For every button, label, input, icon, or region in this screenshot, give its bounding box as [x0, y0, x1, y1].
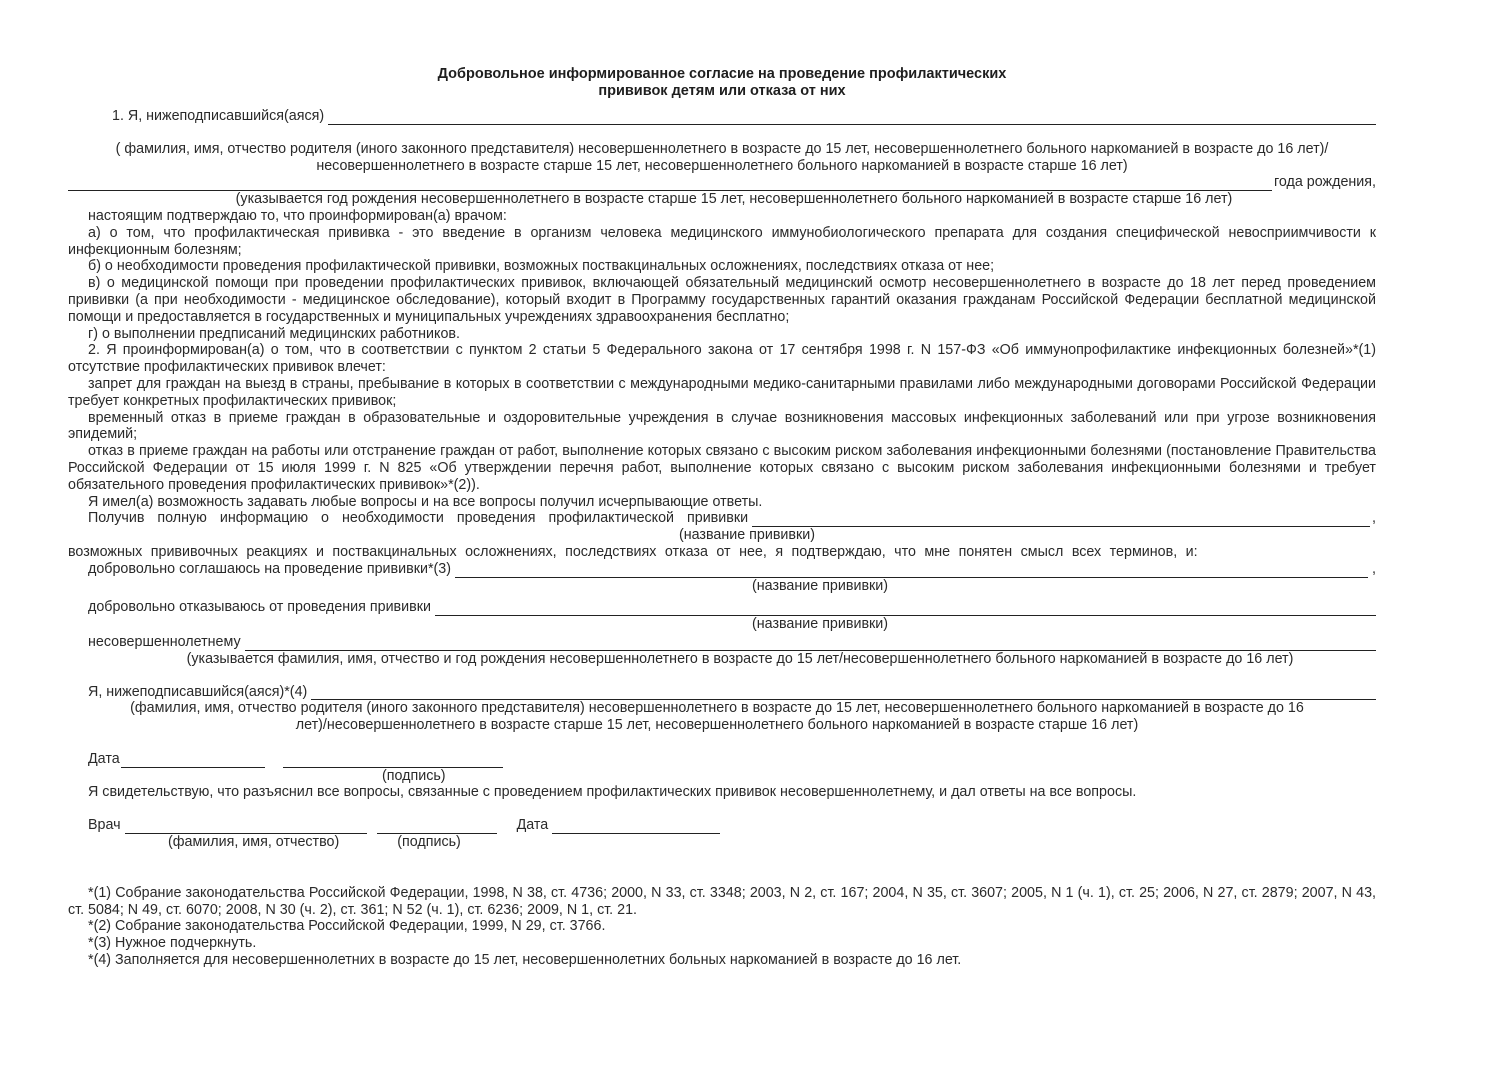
- document-title: [68, 66, 1376, 100]
- item-a: а) о том, что профилактическая прививка - это введение в организм человека медицинского иммунобиологического препарата для создания специфической невосприимчивости к инфекционным болезням;: [68, 224, 1376, 258]
- item-b: б) о необходимости проведения профилактической прививки, возможных поствакцинальных осложнениях, последствиях отказа от нее;: [88, 258, 995, 275]
- date-label: Дата: [88, 750, 120, 767]
- date-row: [68, 751, 1376, 768]
- item-v: в) о медицинской помощи при проведении профилактических прививок, включающей обязательный медицинский осмотр несовершеннолетнего в возрасте до 18 лет перед проведением прививки (а при необходимости - медицинское обследование), который входит в Программу государственных гарантий оказания гражданам Российской Федерации бесплатной медицинской помощи и предоставляется в государственных и муниципальных учреждениях здравоохранения бесплатно;: [68, 275, 1376, 325]
- doctor-signature-field[interactable]: [377, 820, 497, 834]
- agree-label: добровольно соглашаюсь на проведение прививки*(3): [88, 560, 451, 577]
- minor-row: [68, 634, 1376, 651]
- footnote-2: *(2) Собрание законодательства Российской Федерации, 1999, N 29, ст. 3766.: [88, 918, 606, 935]
- birth-year-field[interactable]: [68, 177, 1272, 191]
- vaccine-caption-3: (название прививки): [752, 616, 889, 633]
- signer-label: Я, нижеподписавшийся(аяся)*(4): [88, 683, 308, 700]
- fio-caption: (фамилия, имя, отчество): [168, 834, 340, 851]
- doctor-captions-row: [68, 834, 1376, 851]
- minor-name-field[interactable]: [245, 637, 1376, 651]
- doctor-label: Врач: [88, 817, 121, 834]
- witness-line: Я свидетельствую, что разъяснил все вопросы, связанные с проведением профилактических прививок несовершеннолетнему, и дал ответы на все вопросы.: [88, 784, 1137, 801]
- received-comma: ,: [1372, 510, 1376, 527]
- doctor-name-field[interactable]: [125, 820, 367, 834]
- questions-line: Я имел(а) возможность задавать любые вопросы и на все вопросы получил исчерпывающие ответы.: [88, 493, 763, 510]
- consequence-1: запрет для граждан на выезд в страны, пребывание в которых в соответствии с международными медико-санитарными правилами либо международными договорами Российской Федерации требует конкретных профилактических прививок;: [68, 375, 1376, 409]
- signer-row: [68, 684, 1376, 701]
- parent-name-label: 1. Я, нижеподписавшийся(аяся): [112, 108, 325, 124]
- birth-year-label: года рождения,: [1274, 174, 1376, 191]
- vaccine-caption-2: (название прививки): [752, 577, 889, 594]
- consent-document: [68, 66, 1376, 969]
- consequence-2: временный отказ в приеме граждан в образовательные и оздоровительные учреждения в случае возникновения массовых инфекционных заболеваний или при угрозе возникновения эпидемий;: [68, 409, 1376, 443]
- vaccine-name-field[interactable]: [752, 513, 1370, 527]
- reactions-line: возможных прививочных реакциях и поствакцинальных осложнениях, последствиях отказа от нее, я подтверждаю, что мне понятен смысл всех терминов, и:: [68, 543, 1198, 560]
- date-field[interactable]: [121, 754, 265, 768]
- title-line-2: прививок детям или отказа от них: [598, 83, 846, 99]
- signer-caption: (фамилия, имя, отчество родителя (иного законного представителя) несовершеннолетнего в возрасте до 15 лет, несовершеннолетнего больного наркоманией в возрасте до 16 лет)/несовершеннолетнего в возрасте старше 15 лет, несовершеннолетнего больного наркоманией в возрасте старше 16 лет): [130, 700, 1304, 734]
- spacer: [68, 851, 1376, 885]
- paragraph-2: 2. Я проинформирован(а) о том, что в соответствии с пунктом 2 статьи 5 Федерального закона от 17 сентября 1998 г. N 157-ФЗ «Об иммунопрофилактике инфекционных болезней»*(1) отсутствие профилактических прививок влечет:: [68, 342, 1376, 376]
- footnote-3: *(3) Нужное подчеркнуть.: [88, 935, 257, 952]
- received-label: Получив полную информацию о необходимости проведения профилактической прививки: [88, 510, 749, 527]
- confirm-line: настоящим подтверждаю то, что проинформирован(а) врачом:: [88, 207, 507, 224]
- received-row: [68, 510, 1376, 527]
- footnote-4: *(4) Заполняется для несовершеннолетних в возрасте до 15 лет, несовершеннолетних больных наркоманией в возрасте до 16 лет.: [88, 952, 962, 969]
- signature-caption-1: (подпись): [382, 767, 446, 784]
- parent-name-row: [68, 108, 1376, 125]
- agree-row: [68, 561, 1376, 578]
- title-line-1: Добровольное информированное согласие на проведение профилактических: [437, 66, 1007, 82]
- agree-comma: ,: [1372, 560, 1376, 577]
- parent-name-field[interactable]: [328, 111, 1376, 125]
- vaccine-caption-1: (название прививки): [678, 527, 816, 544]
- doctor-row: [68, 817, 1376, 834]
- doctor-date-label: Дата: [516, 817, 549, 834]
- item-g: г) о выполнении предписаний медицинских работников.: [88, 325, 460, 342]
- minor-caption: (указывается фамилия, имя, отчество и год рождения несовершеннолетнего в возрасте до 15 лет/несовершеннолетнего больного наркоманией в возрасте до 16 лет): [186, 650, 1294, 667]
- birth-year-row: [68, 174, 1376, 191]
- signature-field[interactable]: [283, 754, 503, 768]
- doctor-date-field[interactable]: [552, 820, 720, 834]
- refuse-vaccine-field[interactable]: [435, 602, 1376, 616]
- signature-caption-2: (подпись): [397, 834, 461, 851]
- refuse-row: [68, 599, 1376, 616]
- agree-vaccine-field[interactable]: [455, 564, 1368, 578]
- parent-name-caption: ( фамилия, имя, отчество родителя (иного законного представителя) несовершеннолетнего в возрасте до 15 лет, несовершеннолетнего больного наркоманией в возрасте до 16 лет)/несовершеннолетнего в возрасте старше 15 лет, несовершеннолетнего больного наркоманией в возрасте старше 16 лет): [115, 140, 1329, 174]
- refuse-label: добровольно отказываюсь от проведения прививки: [88, 599, 431, 616]
- birth-year-caption: (указывается год рождения несовершеннолетнего в возрасте старше 15 лет, несовершеннолетнего больного наркоманией в возрасте старше 16 лет): [235, 191, 1233, 208]
- minor-label: несовершеннолетнему: [88, 633, 241, 650]
- consequence-3: отказ в приеме граждан на работы или отстранение граждан от работ, выполнение которых связано с высоким риском заболевания инфекционными болезнями (постановление Правительства Российской Федерации от 15 июля 1999 г. N 825 «Об утверждении перечня работ, выполнение которых связано с высоким риском заболевания инфекционными болезнями и требует обязательного проведения профилактических прививок»*(2)).: [68, 443, 1376, 493]
- footnote-1: *(1) Собрание законодательства Российской Федерации, 1998, N 38, ст. 4736; 2000, N 33, ст. 3348; 2003, N 2, ст. 167; 2004, N 35, ст. 3607; 2005, N 1 (ч. 1), ст. 25; 2006, N 27, ст. 2879; 2007, N 43, ст. 5084; N 49, ст. 6070; 2008, N 30 (ч. 2), ст. 361; N 52 (ч. 1), ст. 6236; 2009, N 1, ст. 21.: [68, 884, 1376, 918]
- signer-name-field[interactable]: [311, 686, 1376, 700]
